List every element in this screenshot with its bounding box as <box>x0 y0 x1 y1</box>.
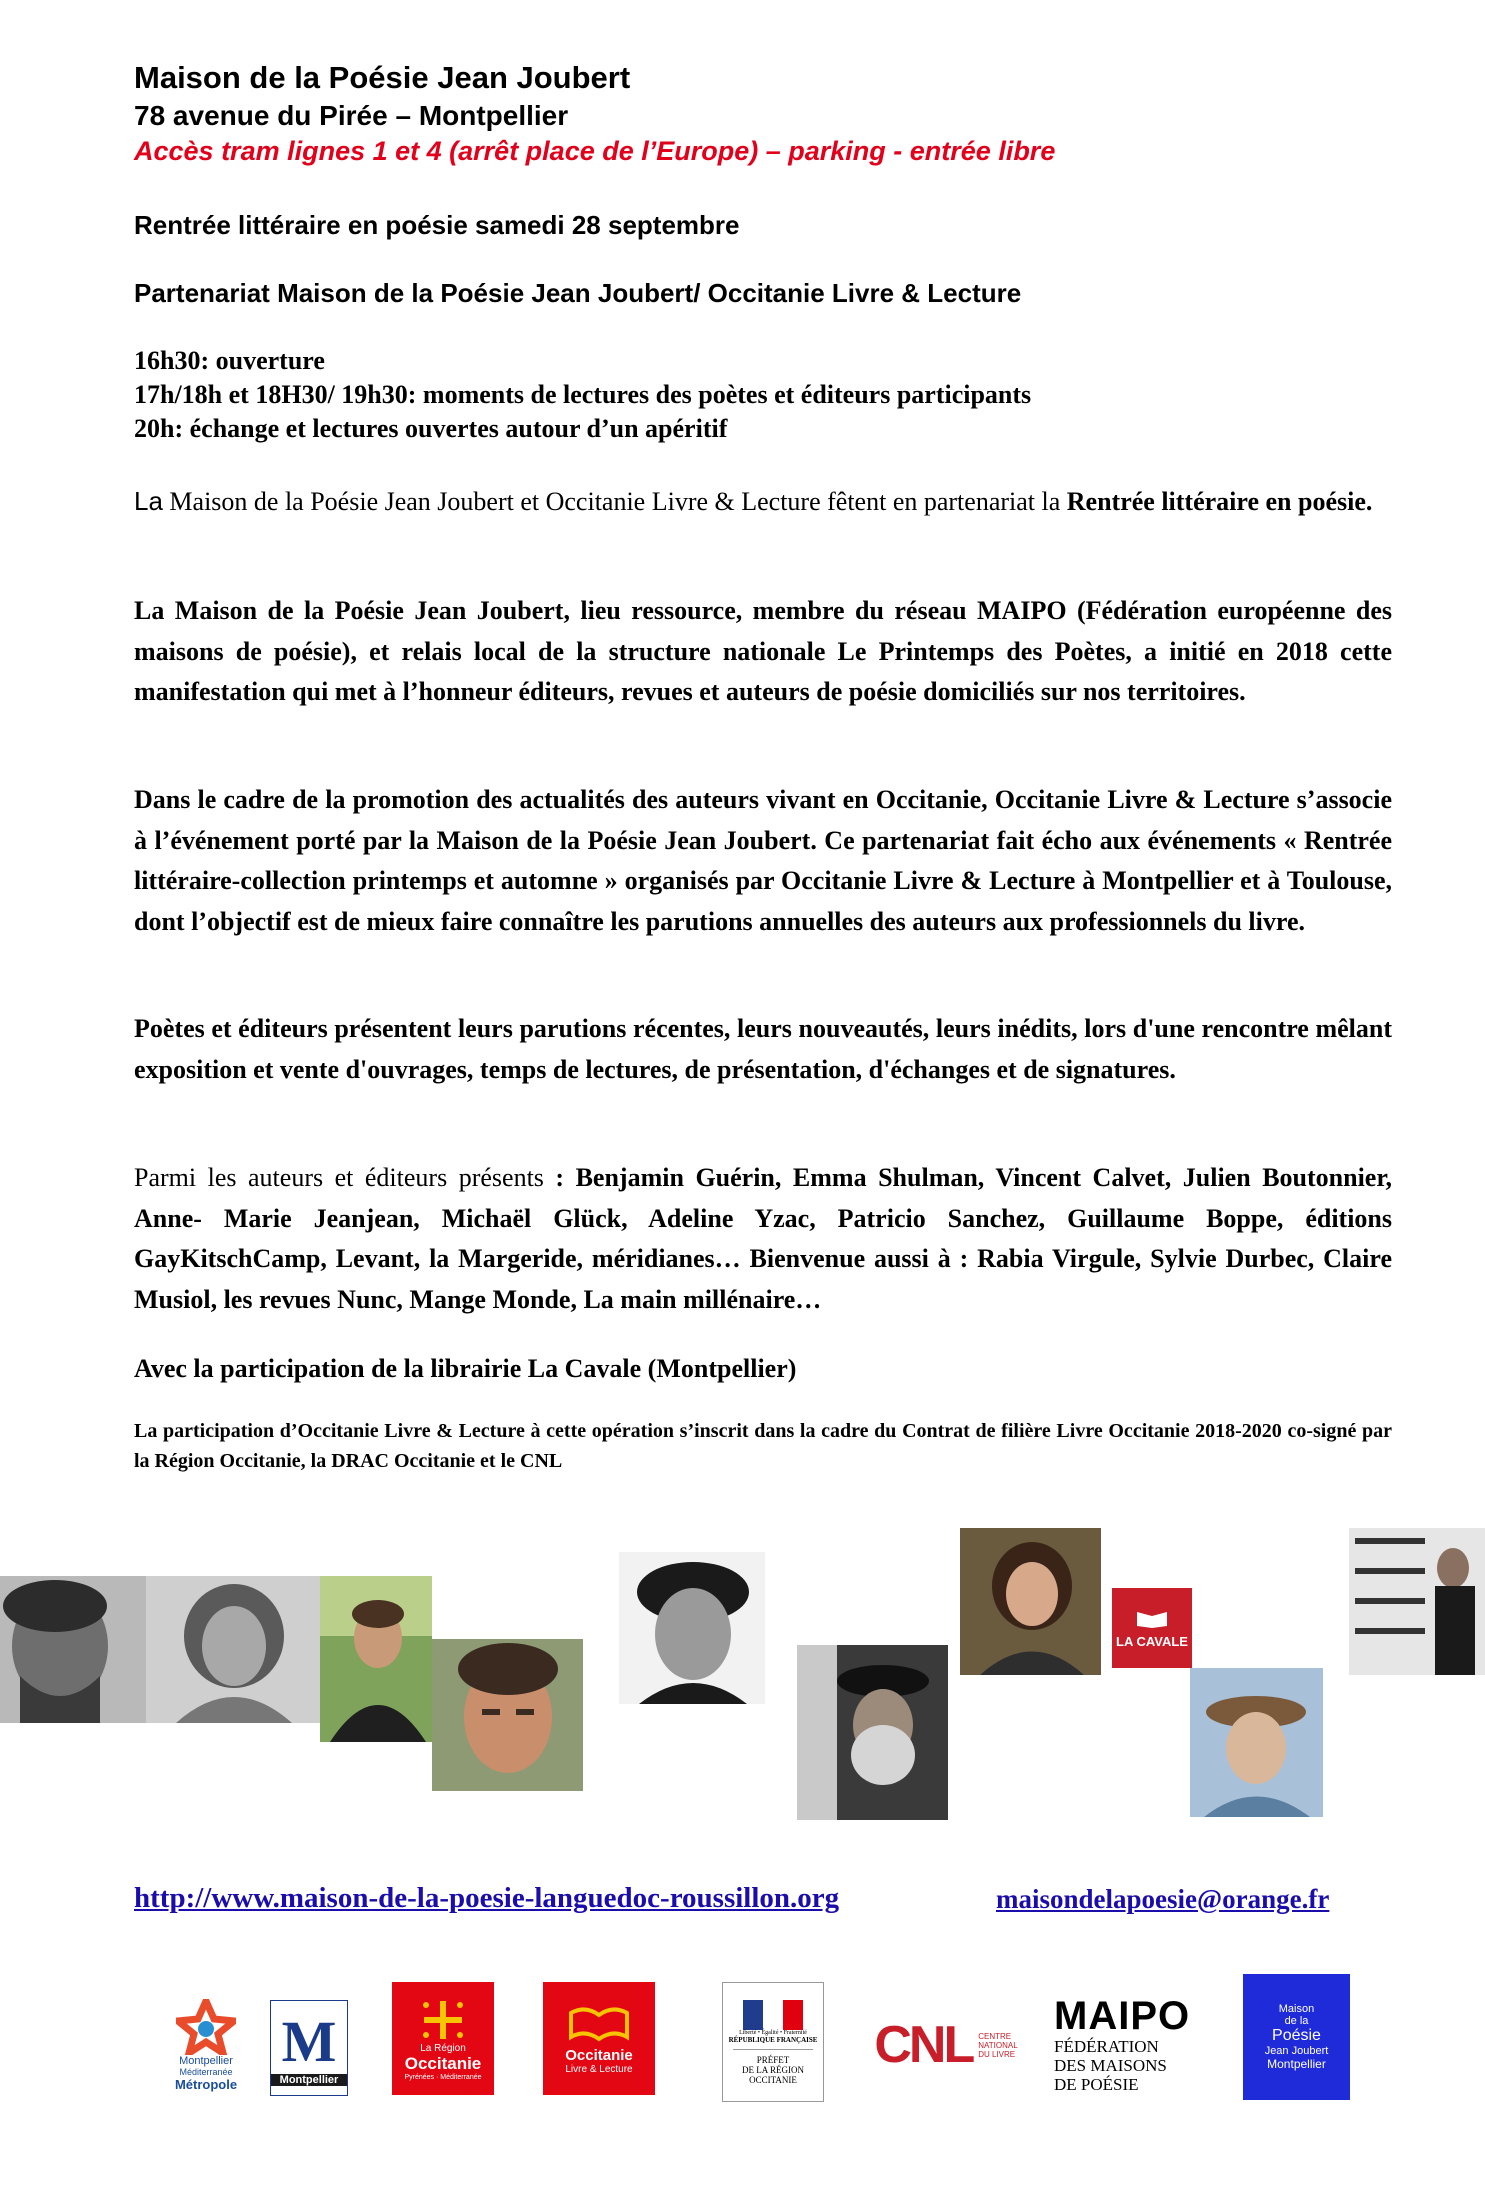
portrait-image <box>960 1528 1101 1675</box>
prefet-line: Liberté • Égalité • Fraternité <box>739 2029 807 2036</box>
intro-lead: La <box>134 486 163 516</box>
paragraph-funding: La participation d’Occitanie Livre & Lecture à cette opération s’inscrit dans la cadre du Contrat de filière Livre Occitanie 2018-2020 co-signé par la Région Occitanie, la DRAC Occitanie et le CNL <box>134 1420 1392 1472</box>
maipo-sub-line: DE POÉSIE <box>1054 2074 1139 2094</box>
cnl-sub-line: DU LIVRE <box>978 2049 1016 2059</box>
cnl-sub-line: NATIONAL <box>978 2040 1018 2050</box>
open-book-icon <box>567 2003 631 2043</box>
prefet-line: PRÉFET <box>756 2054 790 2065</box>
event-title: Rentrée littéraire en poésie samedi 28 septembre <box>134 210 740 240</box>
portrait-image <box>0 1576 146 1723</box>
maipo-text: MAIPO <box>1054 1993 1191 2038</box>
cnl-logo <box>874 2010 1018 2080</box>
schedule-item: 17h/18h et 18H30/ 19h30: moments de lectures des poètes et éditeurs participants <box>134 380 1032 409</box>
paragraph-authors <box>134 1158 1392 1320</box>
metropole-line: Montpellier <box>179 2054 233 2067</box>
lacavale-label: LA CAVALE <box>1116 1633 1188 1649</box>
portrait-image <box>1190 1668 1323 1817</box>
portrait-image <box>146 1576 320 1723</box>
prefet-line: OCCITANIE <box>749 2074 797 2085</box>
author-photo <box>0 1576 146 1723</box>
occitanie-livre-line: Occitanie <box>565 2046 633 2064</box>
maison-line: Maison <box>1278 2003 1315 2015</box>
montpellier-label: Montpellier <box>271 2074 347 2086</box>
address: 78 avenue du Pirée – Montpellier <box>134 100 569 131</box>
prefet-line: DE LA RÉGION <box>742 2064 804 2075</box>
region-line: Pyrénées · Méditerranée <box>404 2073 482 2081</box>
portrait-image <box>432 1639 583 1791</box>
maison-line: de la <box>1284 2015 1309 2027</box>
author-photo <box>1349 1528 1485 1675</box>
author-photo <box>1190 1668 1323 1817</box>
cnl-sub-line: CENTRE <box>978 2031 1012 2041</box>
prefet-logo <box>722 1982 824 2102</box>
paragraph-maison: La Maison de la Poésie Jean Joubert, lieu ressource, membre du réseau MAIPO (Fédération européenne des maisons de poésie), et relais local de la structure nationale Le Printemps des Poètes, a initié en 2018 cette manifestation qui met à l’honneur éditeurs, revues et auteurs de poésie domiciliés sur nos territoires. <box>134 596 1392 706</box>
partnership-title: Partenariat Maison de la Poésie Jean Joubert/ Occitanie Livre & Lecture <box>134 278 1022 308</box>
author-photo <box>320 1576 432 1742</box>
schedule-item: 16h30: ouverture <box>134 346 325 375</box>
maipo-sub-line: FÉDÉRATION <box>1054 2036 1159 2056</box>
prefet-divider <box>733 2049 813 2050</box>
french-flag-icon <box>743 2000 803 2030</box>
region-occitanie-logo <box>392 1982 494 2095</box>
region-line: Occitanie <box>404 2053 482 2073</box>
maison-line: Jean Joubert <box>1264 2045 1329 2057</box>
lacavale-logo <box>1112 1588 1192 1668</box>
maison-poesie-logo <box>1243 1974 1350 2100</box>
author-photo <box>797 1645 948 1820</box>
portrait-image <box>619 1552 765 1704</box>
montpellier-metropole-logo <box>146 1990 266 2100</box>
portrait-image <box>1349 1528 1485 1675</box>
website-link[interactable]: http://www.maison-de-la-poesie-languedoc-roussillon.org <box>134 1882 840 1914</box>
author-photo <box>619 1552 765 1704</box>
authors-lead: Parmi les auteurs et éditeurs présents <box>134 1163 544 1192</box>
maipo-logo <box>1054 1994 1204 2094</box>
maipo-sub-line: DES MAISONS <box>1054 2055 1167 2075</box>
cnl-sub <box>978 2032 1017 2059</box>
schedule-item: 20h: échange et lectures ouvertes autour d’un apéritif <box>134 414 728 443</box>
occitanie-livre-line: Livre & Lecture <box>565 2063 633 2075</box>
occitan-cross-icon <box>416 1997 470 2043</box>
maison-line: Poésie <box>1272 2027 1321 2044</box>
region-line: La Région <box>420 2042 466 2054</box>
occitanie-livre-logo <box>543 1982 655 2095</box>
prefet-line: RÉPUBLIQUE FRANÇAISE <box>728 2035 818 2044</box>
page-title: Maison de la Poésie Jean Joubert <box>134 60 631 95</box>
author-photo <box>960 1528 1101 1675</box>
montpellier-logo <box>270 2000 348 2096</box>
author-photo <box>146 1576 320 1723</box>
cnl-text: CNL <box>874 2016 973 2074</box>
metropole-line: Méditerranée <box>179 2066 233 2077</box>
book-icon <box>1135 1608 1169 1628</box>
montpellier-m: M <box>281 2009 337 2074</box>
paragraph-bookshop: Avec la participation de la librairie La Cavale (Montpellier) <box>134 1354 797 1383</box>
portrait-image <box>797 1645 948 1820</box>
schedule <box>134 344 1031 446</box>
star-icon <box>176 1999 236 2055</box>
access-info: Accès tram lignes 1 et 4 (arrêt place de l’Europe) – parking - entrée libre <box>134 136 1056 166</box>
email-link[interactable]: maisondelapoesie@orange.fr <box>996 1884 1330 1914</box>
intro-emphasis: Rentrée littéraire en poésie. <box>1066 487 1373 516</box>
paragraph-partnership: Dans le cadre de la promotion des actualités des auteurs vivant en Occitanie, Occitanie Livre & Lecture s’associe à l’événement porté par la Maison de la Poésie Jean Joubert. Ce partenariat fait écho aux événements « Rentrée littéraire-collection printemps et automne » organisés par Occitanie Livre & Lecture à Montpellier et à Toulouse, dont l’objectif est de mieux faire connaître les parutions annuelles des auteurs aux professionnels du livre. <box>134 785 1392 936</box>
authors-list: : Benjamin Guérin, Emma Shulman, Vincent Calvet, Julien Boutonnier, Anne- Marie Jeanjean, Michaël Glück, Adeline Yzac, Patricio Sanchez, Guillaume Boppe, éditions GayKitschCamp, Levant, la Margeride, méridianes… Bienvenue aussi à : Rabia Virgule, Sylvie Durbec, Claire Musiol, les revues Nunc, Mange Monde, La main millénaire… <box>134 1163 1392 1314</box>
paragraph-intro <box>134 481 1392 523</box>
maison-line: Montpellier <box>1267 2057 1326 2071</box>
metropole-line: Métropole <box>174 2076 238 2092</box>
paragraph-poets: Poètes et éditeurs présentent leurs parutions récentes, leurs nouveautés, leurs inédits, lors d'une rencontre mêlant exposition et vente d'ouvrages, temps de lectures, de présentation, d'échanges et de signatures. <box>134 1014 1392 1084</box>
intro-text: Maison de la Poésie Jean Joubert et Occitanie Livre & Lecture fêtent en partenariat la <box>162 487 1067 516</box>
portrait-image <box>320 1576 432 1742</box>
author-photo <box>432 1639 583 1791</box>
